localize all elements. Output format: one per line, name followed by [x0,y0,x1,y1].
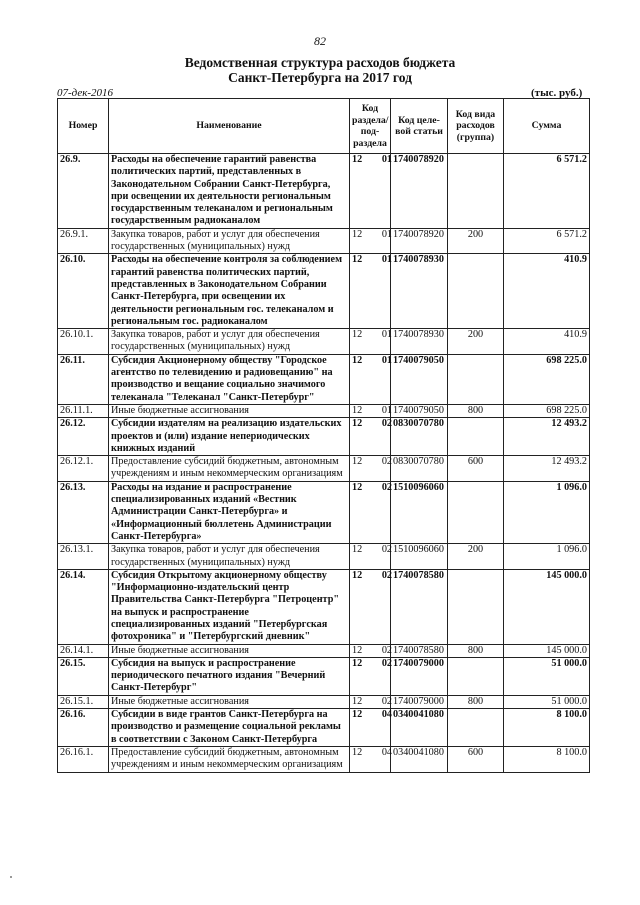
row-section: 12 [352,228,363,240]
row-sum: 698 225.0 [504,404,590,417]
row-subsection: 02 [381,544,392,556]
row-subsection: 01 [381,354,392,366]
row-number: 26.9. [58,154,109,229]
table-row [58,709,590,747]
units-label: (тыс. руб.) [531,87,583,99]
row-number: 26.9.1. [58,228,109,254]
row-sum: 698 225.0 [504,354,590,404]
budget-table [57,98,590,773]
row-section: 12 [352,644,363,656]
row-sum: 12 493.2 [504,418,590,456]
row-number: 26.11. [58,354,109,404]
title-line-1: Ведомственная структура расходов бюджета [184,55,456,70]
row-target-code: 1740078920 [391,228,448,254]
row-expense-kind [448,254,504,329]
row-section: 12 [352,544,363,556]
row-number: 26.15. [58,657,109,695]
row-sum: 8 100.0 [504,709,590,747]
table-row [58,354,590,404]
table-row [58,418,590,456]
row-number: 26.14. [58,569,109,644]
row-expense-kind: 600 [448,746,504,772]
row-section: 12 [352,354,363,366]
row-target-code: 1510096060 [391,544,448,570]
row-section: 12 [352,456,363,468]
row-section-code [350,456,391,482]
row-target-code: 1740079000 [391,657,448,695]
row-section-code [350,228,391,254]
row-expense-kind: 200 [448,228,504,254]
table-row [58,657,590,695]
row-sum: 51 000.0 [504,657,590,695]
row-section: 12 [352,329,363,341]
row-number: 26.14.1. [58,644,109,657]
row-section: 12 [352,481,363,493]
row-name: Предоставление субсидий бюджетным, автономным учреждениям и иным некоммерческим организациям [109,746,350,772]
row-section-code [350,418,391,456]
row-target-code: 1510096060 [391,481,448,543]
row-subsection: 04 [381,746,392,758]
row-name: Иные бюджетные ассигнования [109,404,350,417]
row-section-code [350,329,391,355]
row-section-code [350,404,391,417]
row-expense-kind: 800 [448,695,504,708]
row-target-code: 1740078930 [391,329,448,355]
row-expense-kind [448,354,504,404]
table-header-row [58,99,590,154]
row-target-code: 1740078920 [391,154,448,229]
row-name: Расходы на издание и распространение специализированных изданий «Вестник Администрации Санкт-Петербурга» и «Информационный бюллетень Администрации Санкт-Петербурга» [109,481,350,543]
row-subsection: 01 [381,228,392,240]
row-target-code: 1740079000 [391,695,448,708]
row-section: 12 [352,746,363,758]
row-expense-kind [448,709,504,747]
row-name: Закупка товаров, работ и услуг для обеспечения государственных (муниципальных) нужд [109,544,350,570]
row-name: Субсидия на выпуск и распространение периодического печатного издания "Вечерний Санкт-Петербург" [109,657,350,695]
row-expense-kind: 600 [448,456,504,482]
row-section-code [350,657,391,695]
row-number: 26.13.1. [58,544,109,570]
row-number: 26.10.1. [58,329,109,355]
row-name: Иные бюджетные ассигнования [109,644,350,657]
scan-dot [10,876,12,878]
row-sum: 410.9 [504,254,590,329]
row-name: Субсидии в виде грантов Санкт-Петербурга на производство и размещение социальной рекламы в соответствии с Законом Санкт-Петербурга [109,709,350,747]
row-section: 12 [352,254,363,266]
row-section: 12 [352,154,363,165]
table-row [58,329,590,355]
row-section: 12 [352,418,363,430]
row-section: 12 [352,657,363,669]
row-sum: 145 000.0 [504,644,590,657]
header-section-code: Код раздела/ под-раздела [350,99,391,154]
row-subsection: 02 [381,418,392,430]
row-subsection: 02 [381,456,392,468]
row-subsection: 04 [381,709,392,721]
page-number: 82 [314,34,326,48]
row-section: 12 [352,695,363,707]
row-name: Субсидия Акционерному обществу "Городское агентство по телевидению и радиовещанию" на производство и вещание социально значимого телеканала "Телеканал "Санкт-Петербург" [109,354,350,404]
row-sum: 410.9 [504,329,590,355]
row-target-code: 1740079050 [391,354,448,404]
row-expense-kind [448,418,504,456]
row-name: Закупка товаров, работ и услуг для обеспечения государственных (муниципальных) нужд [109,329,350,355]
table-row [58,644,590,657]
row-number: 26.15.1. [58,695,109,708]
row-number: 26.10. [58,254,109,329]
row-target-code: 0340041080 [391,746,448,772]
document-date: 07-дек-2016 [57,87,114,99]
header-sum: Сумма [504,99,590,154]
table-row [58,254,590,329]
row-number: 26.12.1. [58,456,109,482]
row-expense-kind [448,154,504,229]
row-expense-kind: 200 [448,544,504,570]
table-row [58,544,590,570]
row-expense-kind [448,657,504,695]
row-target-code: 0340041080 [391,709,448,747]
row-target-code: 1740078580 [391,644,448,657]
row-section-code [350,709,391,747]
row-sum: 51 000.0 [504,695,590,708]
table-row [58,695,590,708]
row-expense-kind: 800 [448,644,504,657]
table-row [58,569,590,644]
document-title [0,55,640,85]
row-target-code: 0830070780 [391,456,448,482]
table-row [58,228,590,254]
row-name: Предоставление субсидий бюджетным, автономным учреждениям и иным некоммерческим организациям [109,456,350,482]
row-section-code [350,569,391,644]
row-sum: 12 493.2 [504,456,590,482]
row-target-code: 0830070780 [391,418,448,456]
row-target-code: 1740079050 [391,404,448,417]
row-number: 26.11.1. [58,404,109,417]
table-row [58,456,590,482]
row-section-code [350,544,391,570]
row-section-code [350,481,391,543]
row-subsection: 01 [381,254,392,266]
table-row [58,404,590,417]
row-name: Субсидии издателям на реализацию издательских проектов и (или) издание непериодических книжных изданий [109,418,350,456]
header-expense-kind: Код вида расходов (группа) [448,99,504,154]
row-sum: 8 100.0 [504,746,590,772]
row-number: 26.12. [58,418,109,456]
header-target-code: Код целе-вой статьи [391,99,448,154]
table-row [58,481,590,543]
row-sum: 145 000.0 [504,569,590,644]
row-subsection: 02 [381,569,392,581]
row-subsection: 02 [381,644,392,656]
row-number: 26.13. [58,481,109,543]
row-expense-kind [448,569,504,644]
header-number: Номер [58,99,109,154]
table-row [58,154,590,229]
row-section-code [350,746,391,772]
row-name: Субсидия Открытому акционерному обществу "Информационно-издательский центр Правительства Санкт-Петербурга "Петроцентр" на выпуск и распространение специализированных изданий "Петербургская фотохроника" и "Петербургский дневник" [109,569,350,644]
table-row [58,746,590,772]
row-section-code [350,695,391,708]
row-target-code: 1740078580 [391,569,448,644]
row-section: 12 [352,569,363,581]
row-name: Расходы на обеспечение гарантий равенства политических партий, представленных в Законодательном Собрании Санкт-Петербурга, при освещении их деятельности региональным государственным телеканалом и региональным государственным радиоканалом [109,154,350,229]
row-sum: 1 096.0 [504,481,590,543]
row-subsection: 02 [381,481,392,493]
row-subsection: 01 [381,404,392,416]
title-line-2: Санкт-Петербурга на 2017 год [228,70,412,85]
row-target-code: 1740078930 [391,254,448,329]
row-expense-kind [448,481,504,543]
row-sum: 6 571.2 [504,154,590,229]
row-sum: 6 571.2 [504,228,590,254]
header-name: Наименование [109,99,350,154]
row-section-code [350,354,391,404]
row-number: 26.16.1. [58,746,109,772]
row-name: Закупка товаров, работ и услуг для обеспечения государственных (муниципальных) нужд [109,228,350,254]
row-subsection: 02 [381,657,392,669]
row-name: Расходы на обеспечение контроля за соблюдением гарантий равенства политических партий, представленных в Законодательном Собрании Санкт-Петербурга, при освещении их деятельности региональным гос. телеканалом и региональным гос. радиоканалом [109,254,350,329]
row-section-code [350,154,391,229]
row-section: 12 [352,709,363,721]
row-subsection: 01 [381,329,392,341]
row-name: Иные бюджетные ассигнования [109,695,350,708]
row-expense-kind: 200 [448,329,504,355]
row-subsection: 02 [381,695,392,707]
row-number: 26.16. [58,709,109,747]
row-expense-kind: 800 [448,404,504,417]
row-section-code [350,644,391,657]
row-sum: 1 096.0 [504,544,590,570]
row-section-code [350,254,391,329]
row-section: 12 [352,404,363,416]
row-subsection: 01 [381,154,392,165]
